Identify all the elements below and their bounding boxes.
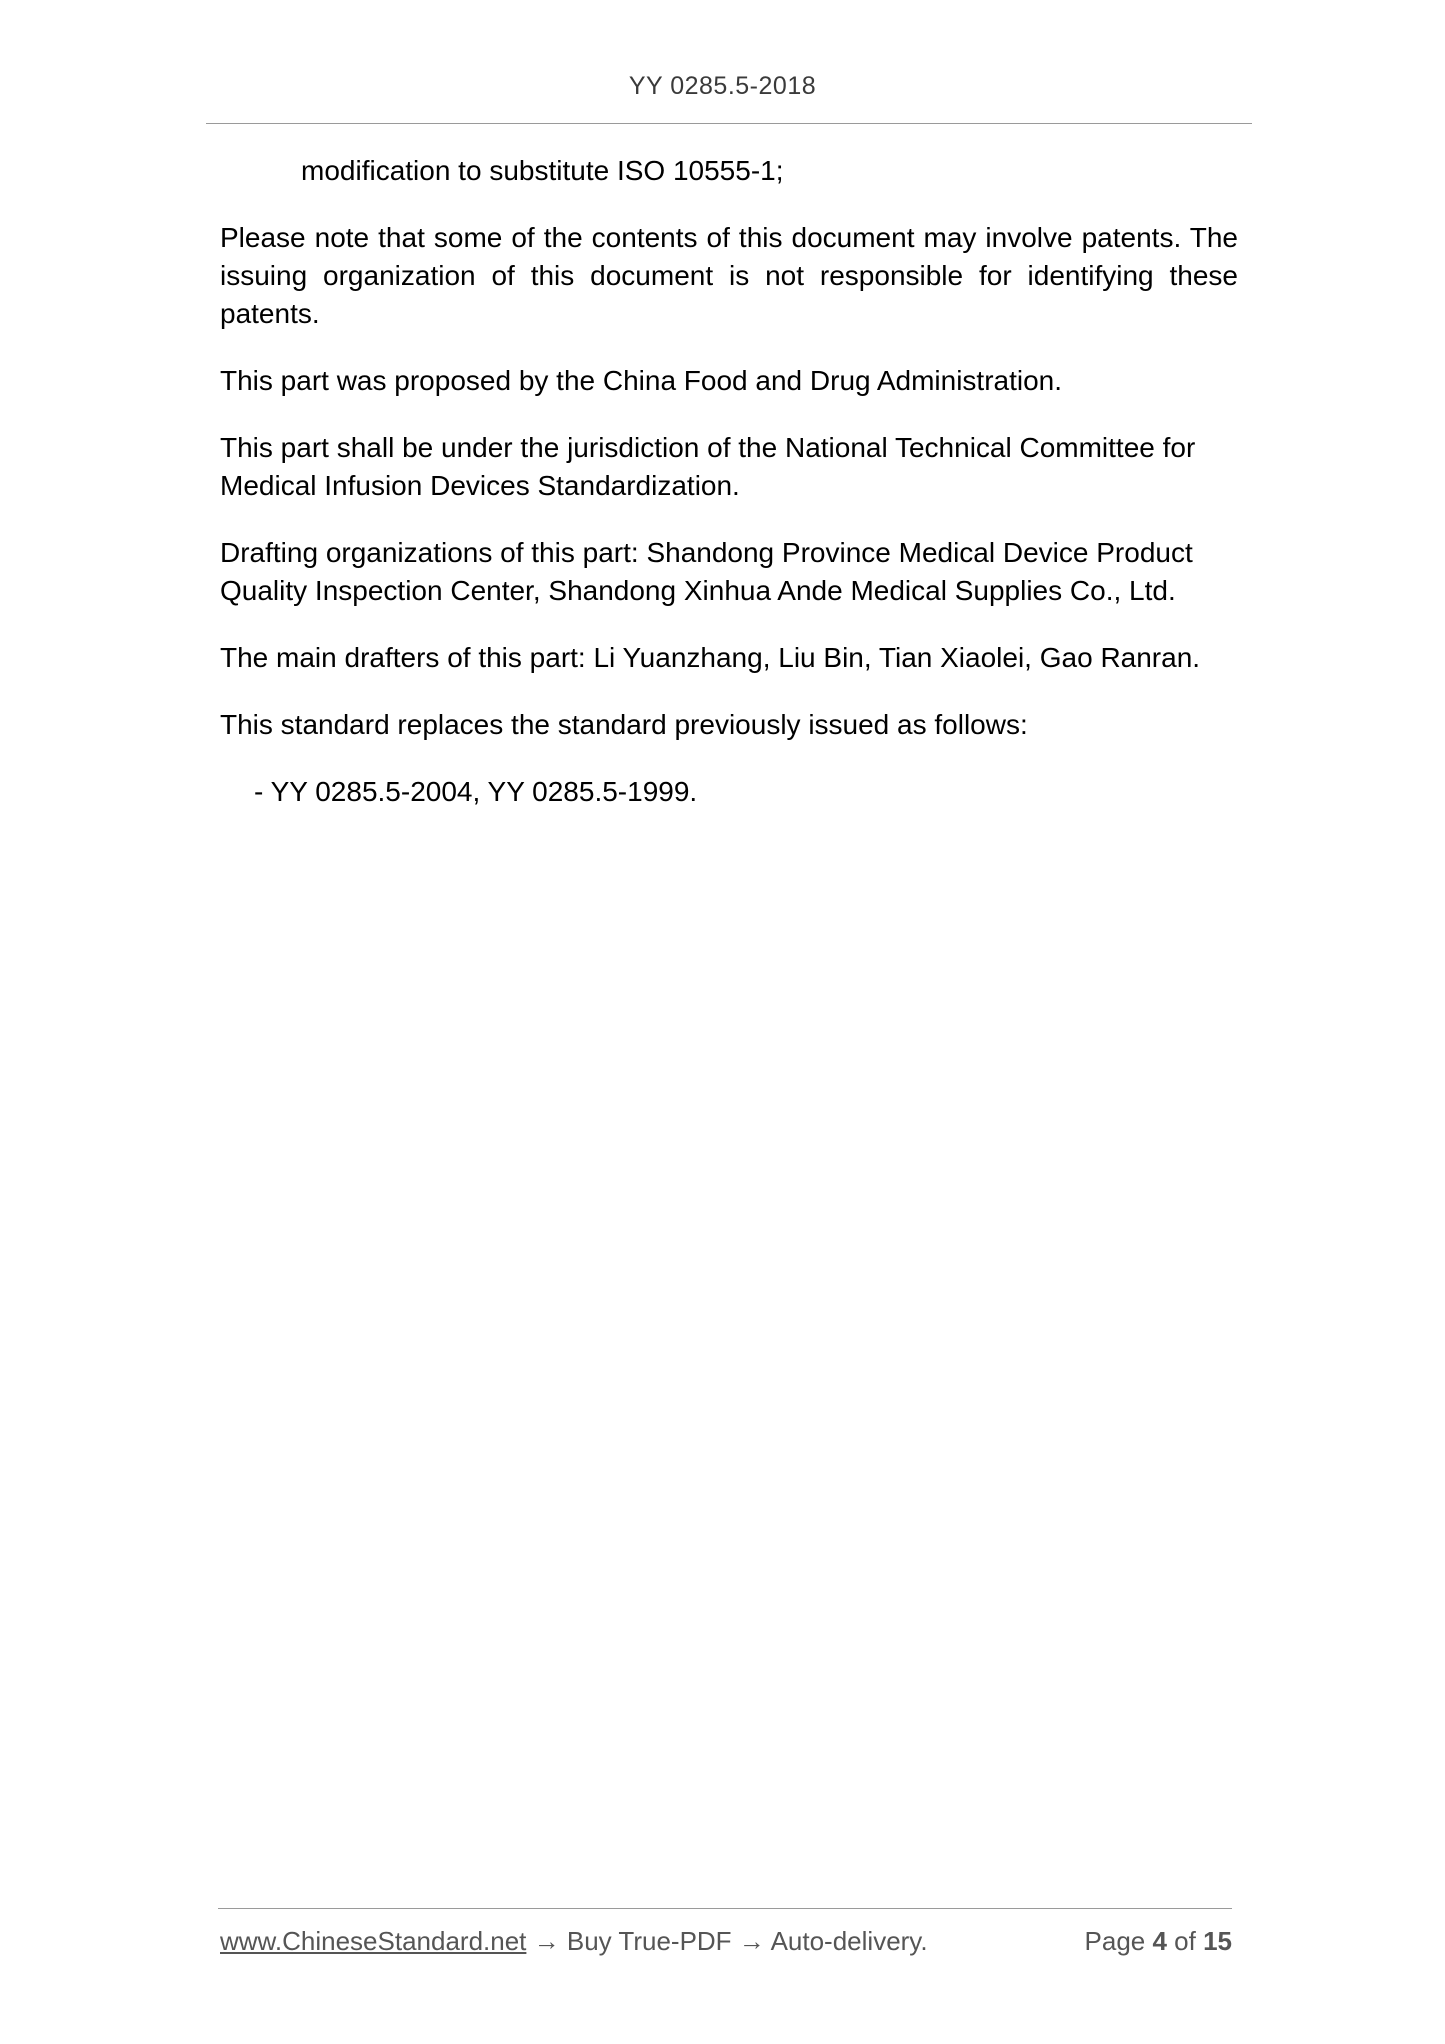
running-header: YY 0285.5-2018 bbox=[628, 72, 817, 100]
paragraph-replaces-standard: This standard replaces the standard previously issued as follows: bbox=[220, 709, 1028, 740]
document-body bbox=[220, 152, 1238, 840]
paragraph-drafting-organizations: Drafting organizations of this part: Shandong Province Medical Device Product Quality Inspection Center, Shandong Xinhua Ande Medical Supplies Co., Ltd. bbox=[220, 537, 1193, 606]
paragraph-proposed-by: This part was proposed by the China Food and Drug Administration. bbox=[220, 365, 1063, 396]
header-divider bbox=[206, 123, 1252, 124]
paragraph-main-drafters: The main drafters of this part: Li Yuanzhang, Liu Bin, Tian Xiaolei, Gao Ranran. bbox=[220, 642, 1201, 673]
promo-text: → Buy True-PDF → Auto-delivery. bbox=[526, 1926, 928, 1956]
site-link[interactable]: www.ChineseStandard.net bbox=[220, 1926, 527, 1956]
total-pages-number: 15 bbox=[1203, 1926, 1232, 1956]
footer-divider bbox=[218, 1908, 1232, 1909]
footer-promo bbox=[220, 1926, 928, 1957]
page-label: Page bbox=[1084, 1926, 1153, 1956]
page-number bbox=[1085, 1926, 1232, 1957]
paragraph-modification-note: modification to substitute ISO 10555-1; bbox=[301, 155, 784, 186]
current-page-number: 4 bbox=[1152, 1926, 1167, 1956]
paragraph-patent-notice: Please note that some of the contents of this document may involve patents. The issuing organization of this document is not responsible for identifying these patents. bbox=[220, 222, 1238, 329]
paragraph-jurisdiction: This part shall be under the jurisdiction of the National Technical Committee for Medical Infusion Devices Standardization. bbox=[220, 432, 1196, 501]
list-item-previous-editions: - YY 0285.5-2004, YY 0285.5-1999. bbox=[254, 776, 698, 807]
page-of-label: of bbox=[1166, 1926, 1204, 1956]
